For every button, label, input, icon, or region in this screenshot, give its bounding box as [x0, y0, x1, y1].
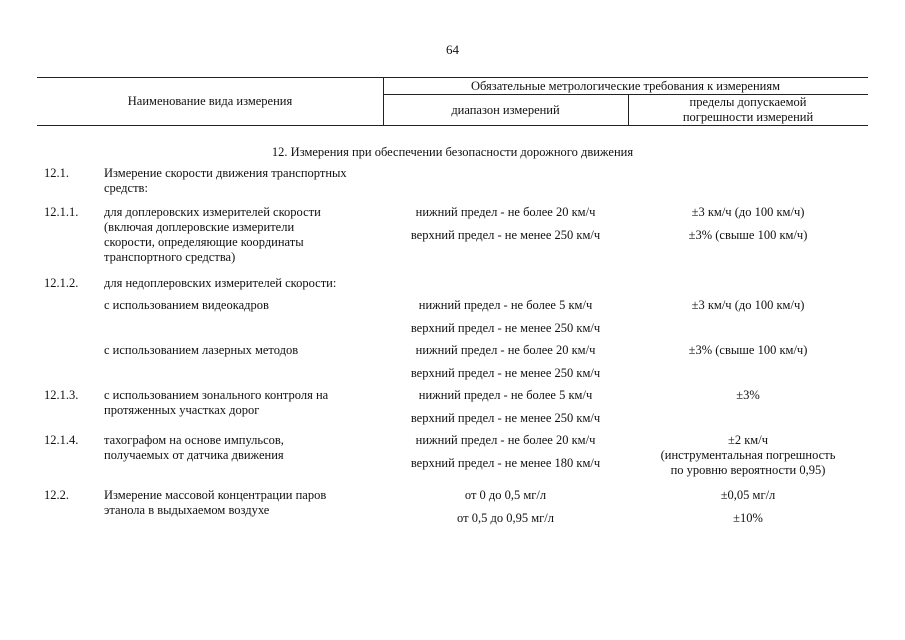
range-cell: нижний предел - не более 20 км/ч	[415, 433, 596, 447]
row-name-line: скорости, определяющие координаты	[104, 235, 304, 249]
header-bottom-rule	[37, 125, 868, 126]
error-cell: ±3 км/ч (до 100 км/ч)	[691, 205, 805, 219]
error-cell: ±3 км/ч (до 100 км/ч)	[691, 298, 805, 312]
row-name	[104, 205, 384, 265]
error-cell: ±3% (свыше 100 км/ч)	[688, 228, 808, 242]
error-line: по уровню вероятности 0,95)	[670, 463, 826, 477]
row-name	[104, 433, 384, 463]
header-col-error	[628, 95, 868, 125]
range-cell: нижний предел - не более 20 км/ч	[415, 343, 596, 357]
page-number: 64	[446, 42, 459, 57]
row-name-line: тахографом на основе импульсов,	[104, 433, 284, 447]
range-cell: нижний предел - не более 5 км/ч	[418, 298, 593, 312]
range-cell: нижний предел - не более 5 км/ч	[418, 388, 593, 402]
row-name-line: средств:	[104, 181, 148, 195]
error-cell: ±0,05 мг/л	[720, 488, 776, 502]
header-top-rule	[37, 77, 868, 78]
range-cell: верхний предел - не менее 250 км/ч	[410, 411, 601, 425]
header-col-error-line1: пределы допускаемой	[689, 95, 807, 109]
row-number: 12.1.2.	[44, 276, 79, 290]
row-name-line: для доплеровских измерителей скорости	[104, 205, 321, 219]
header-col-error-line2: погрешности измерений	[682, 110, 814, 124]
range-cell: верхний предел - не менее 180 км/ч	[410, 456, 601, 470]
error-cell	[628, 433, 868, 478]
header-col-name: Наименование вида измерения	[127, 94, 293, 108]
row-name-line: (включая доплеровские измерители	[104, 220, 295, 234]
range-cell: верхний предел - не менее 250 км/ч	[410, 228, 601, 242]
error-cell: ±3%	[736, 388, 760, 402]
row-name-line: этанола в выдыхаемом воздухе	[104, 503, 270, 517]
error-line: (инструментальная погрешность	[660, 448, 836, 462]
row-number: 12.1.1.	[44, 205, 79, 219]
range-cell: от 0,5 до 0,95 мг/л	[457, 511, 554, 525]
range-cell: от 0 до 0,5 мг/л	[464, 488, 547, 502]
row-name	[104, 388, 384, 418]
row-name: с использованием лазерных методов	[104, 343, 299, 357]
error-line: ±2 км/ч	[728, 433, 768, 447]
row-number: 12.1.3.	[44, 388, 79, 402]
section-title: 12. Измерения при обеспечении безопасности дорожного движения	[271, 145, 634, 159]
row-number: 12.2.	[44, 488, 69, 502]
row-name-line: Измерение скорости движения транспортных	[104, 166, 347, 180]
range-cell: верхний предел - не менее 250 км/ч	[410, 321, 601, 335]
row-name-line: протяженных участках дорог	[104, 403, 260, 417]
row-number: 12.1.4.	[44, 433, 79, 447]
row-name: для недоплеровских измерителей скорости:	[104, 276, 337, 290]
range-cell: верхний предел - не менее 250 км/ч	[410, 366, 601, 380]
row-number: 12.1.	[44, 166, 69, 180]
error-cell: ±3% (свыше 100 км/ч)	[688, 343, 808, 357]
row-name-line: транспортного средства)	[104, 250, 236, 264]
row-name: с использованием видеокадров	[104, 298, 269, 312]
row-name-line: получаемых от датчика движения	[104, 448, 284, 462]
header-col-range: диапазон измерений	[451, 103, 560, 117]
header-col-group: Обязательные метрологические требования к измерениям	[470, 79, 781, 93]
error-cell: ±10%	[733, 511, 763, 525]
row-name-line: с использованием зонального контроля на	[104, 388, 329, 402]
row-name-line: Измерение массовой концентрации паров	[104, 488, 327, 502]
row-name	[104, 488, 384, 518]
row-name	[104, 166, 384, 196]
range-cell: нижний предел - не более 20 км/ч	[415, 205, 596, 219]
